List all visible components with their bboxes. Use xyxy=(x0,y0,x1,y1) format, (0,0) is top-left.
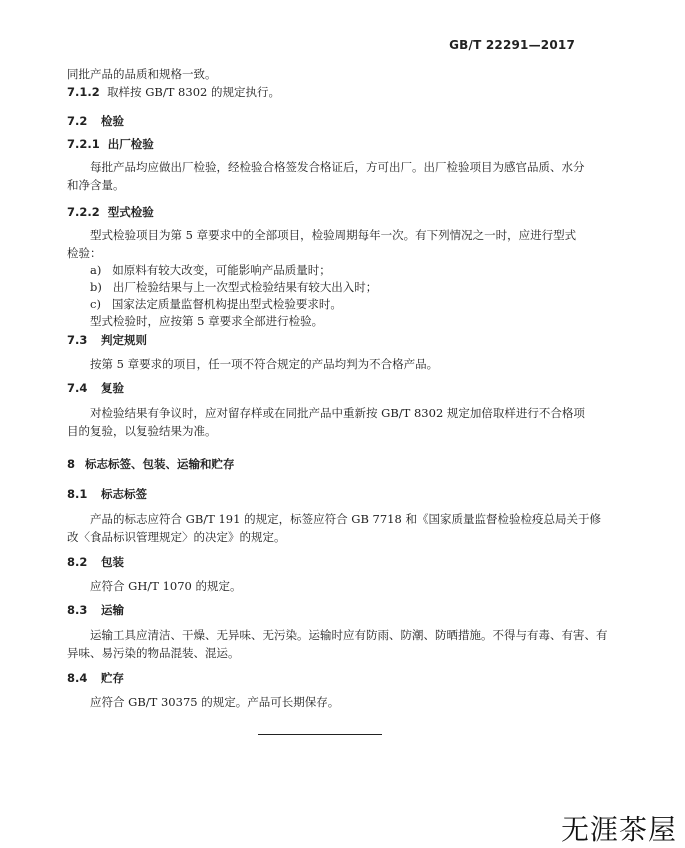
paragraph-line: 按第 5 章要求的项目，任一项不符合规定的产品均判为不合格产品。 xyxy=(90,357,439,371)
heading-7-2-1 xyxy=(67,137,154,151)
list-item: a) 如原料有较大改变，可能影响产品质量时； xyxy=(90,263,331,277)
heading-number: 7.2 xyxy=(67,114,88,128)
standard-code: GB/T 22291—2017 xyxy=(449,38,575,52)
heading-number: 8.3 xyxy=(67,603,88,617)
paragraph-line: 目的复验，以复验结果为准。 xyxy=(67,424,217,438)
clause-text: 取样按 GB/T 8302 的规定执行。 xyxy=(107,85,280,99)
paragraph-line: 每批产品均应做出厂检验，经检验合格签发合格证后，方可出厂。出厂检验项目为感官品质、水分 xyxy=(90,160,585,174)
heading-8-2 xyxy=(67,555,124,569)
heading-7-4 xyxy=(67,381,124,395)
heading-number: 8.2 xyxy=(67,555,88,569)
heading-7-2 xyxy=(67,114,124,128)
watermark: 无涯茶屋 xyxy=(560,813,677,846)
heading-title: 检验 xyxy=(101,114,125,128)
heading-8 xyxy=(67,457,235,471)
heading-8-3 xyxy=(67,603,124,617)
heading-title: 型式检验 xyxy=(107,205,154,219)
paragraph-line: 对检验结果有争议时，应对留存样或在同批产品中重新按 GB/T 8302 规定加倍取样进行不合格项 xyxy=(90,406,585,420)
paragraph-line: 型式检验时，应按第 5 章要求全部进行检验。 xyxy=(90,314,324,328)
heading-number: 7.2.1 xyxy=(67,137,100,151)
heading-title: 贮存 xyxy=(101,671,125,685)
list-item: c) 国家法定质量监督机构提出型式检验要求时。 xyxy=(90,297,342,311)
heading-7-2-2 xyxy=(67,205,154,219)
heading-title: 复验 xyxy=(101,381,125,395)
clause-7-1-2 xyxy=(67,85,280,99)
heading-number: 8 xyxy=(67,457,76,471)
end-of-document-rule xyxy=(258,734,382,735)
heading-number: 7.3 xyxy=(67,333,88,347)
heading-7-3 xyxy=(67,333,147,347)
paragraph-continuation: 同批产品的品质和规格一致。 xyxy=(67,67,217,81)
paragraph-line: 型式检验项目为第 5 章要求中的全部项目，检验周期每年一次。有下列情况之一时，应进行型式 xyxy=(90,228,577,242)
heading-number: 8.4 xyxy=(67,671,88,685)
paragraph-line: 异味、易污染的物品混装、混运。 xyxy=(67,646,240,660)
heading-number: 8.1 xyxy=(67,487,88,501)
paragraph-line: 和净含量。 xyxy=(67,178,125,192)
heading-title: 判定规则 xyxy=(101,333,148,347)
clause-number: 7.1.2 xyxy=(67,85,100,99)
paragraph-line: 产品的标志应符合 GB/T 191 的规定，标签应符合 GB 7718 和《国家质量监督检验检疫总局关于修 xyxy=(90,512,601,526)
heading-title: 运输 xyxy=(101,603,125,617)
heading-number: 7.4 xyxy=(67,381,88,395)
heading-title: 出厂检验 xyxy=(107,137,154,151)
heading-8-1 xyxy=(67,487,147,501)
heading-number: 7.2.2 xyxy=(67,205,100,219)
paragraph-line: 应符合 GB/T 30375 的规定。产品可长期保存。 xyxy=(90,695,340,709)
list-item: b) 出厂检验结果与上一次型式检验结果有较大出入时； xyxy=(90,280,378,294)
heading-title: 包装 xyxy=(101,555,125,569)
heading-title: 标志标签 xyxy=(101,487,148,501)
paragraph-line: 检验： xyxy=(67,246,102,260)
paragraph-line: 运输工具应清洁、干燥、无异味、无污染。运输时应有防雨、防潮、防晒措施。不得与有毒、有害、有 xyxy=(90,628,608,642)
heading-8-4 xyxy=(67,671,124,685)
paragraph-line: 改〈食品标识管理规定〉的决定》的规定。 xyxy=(67,530,286,544)
paragraph-line: 应符合 GH/T 1070 的规定。 xyxy=(90,579,242,593)
heading-title: 标志标签、包装、运输和贮存 xyxy=(85,457,235,471)
